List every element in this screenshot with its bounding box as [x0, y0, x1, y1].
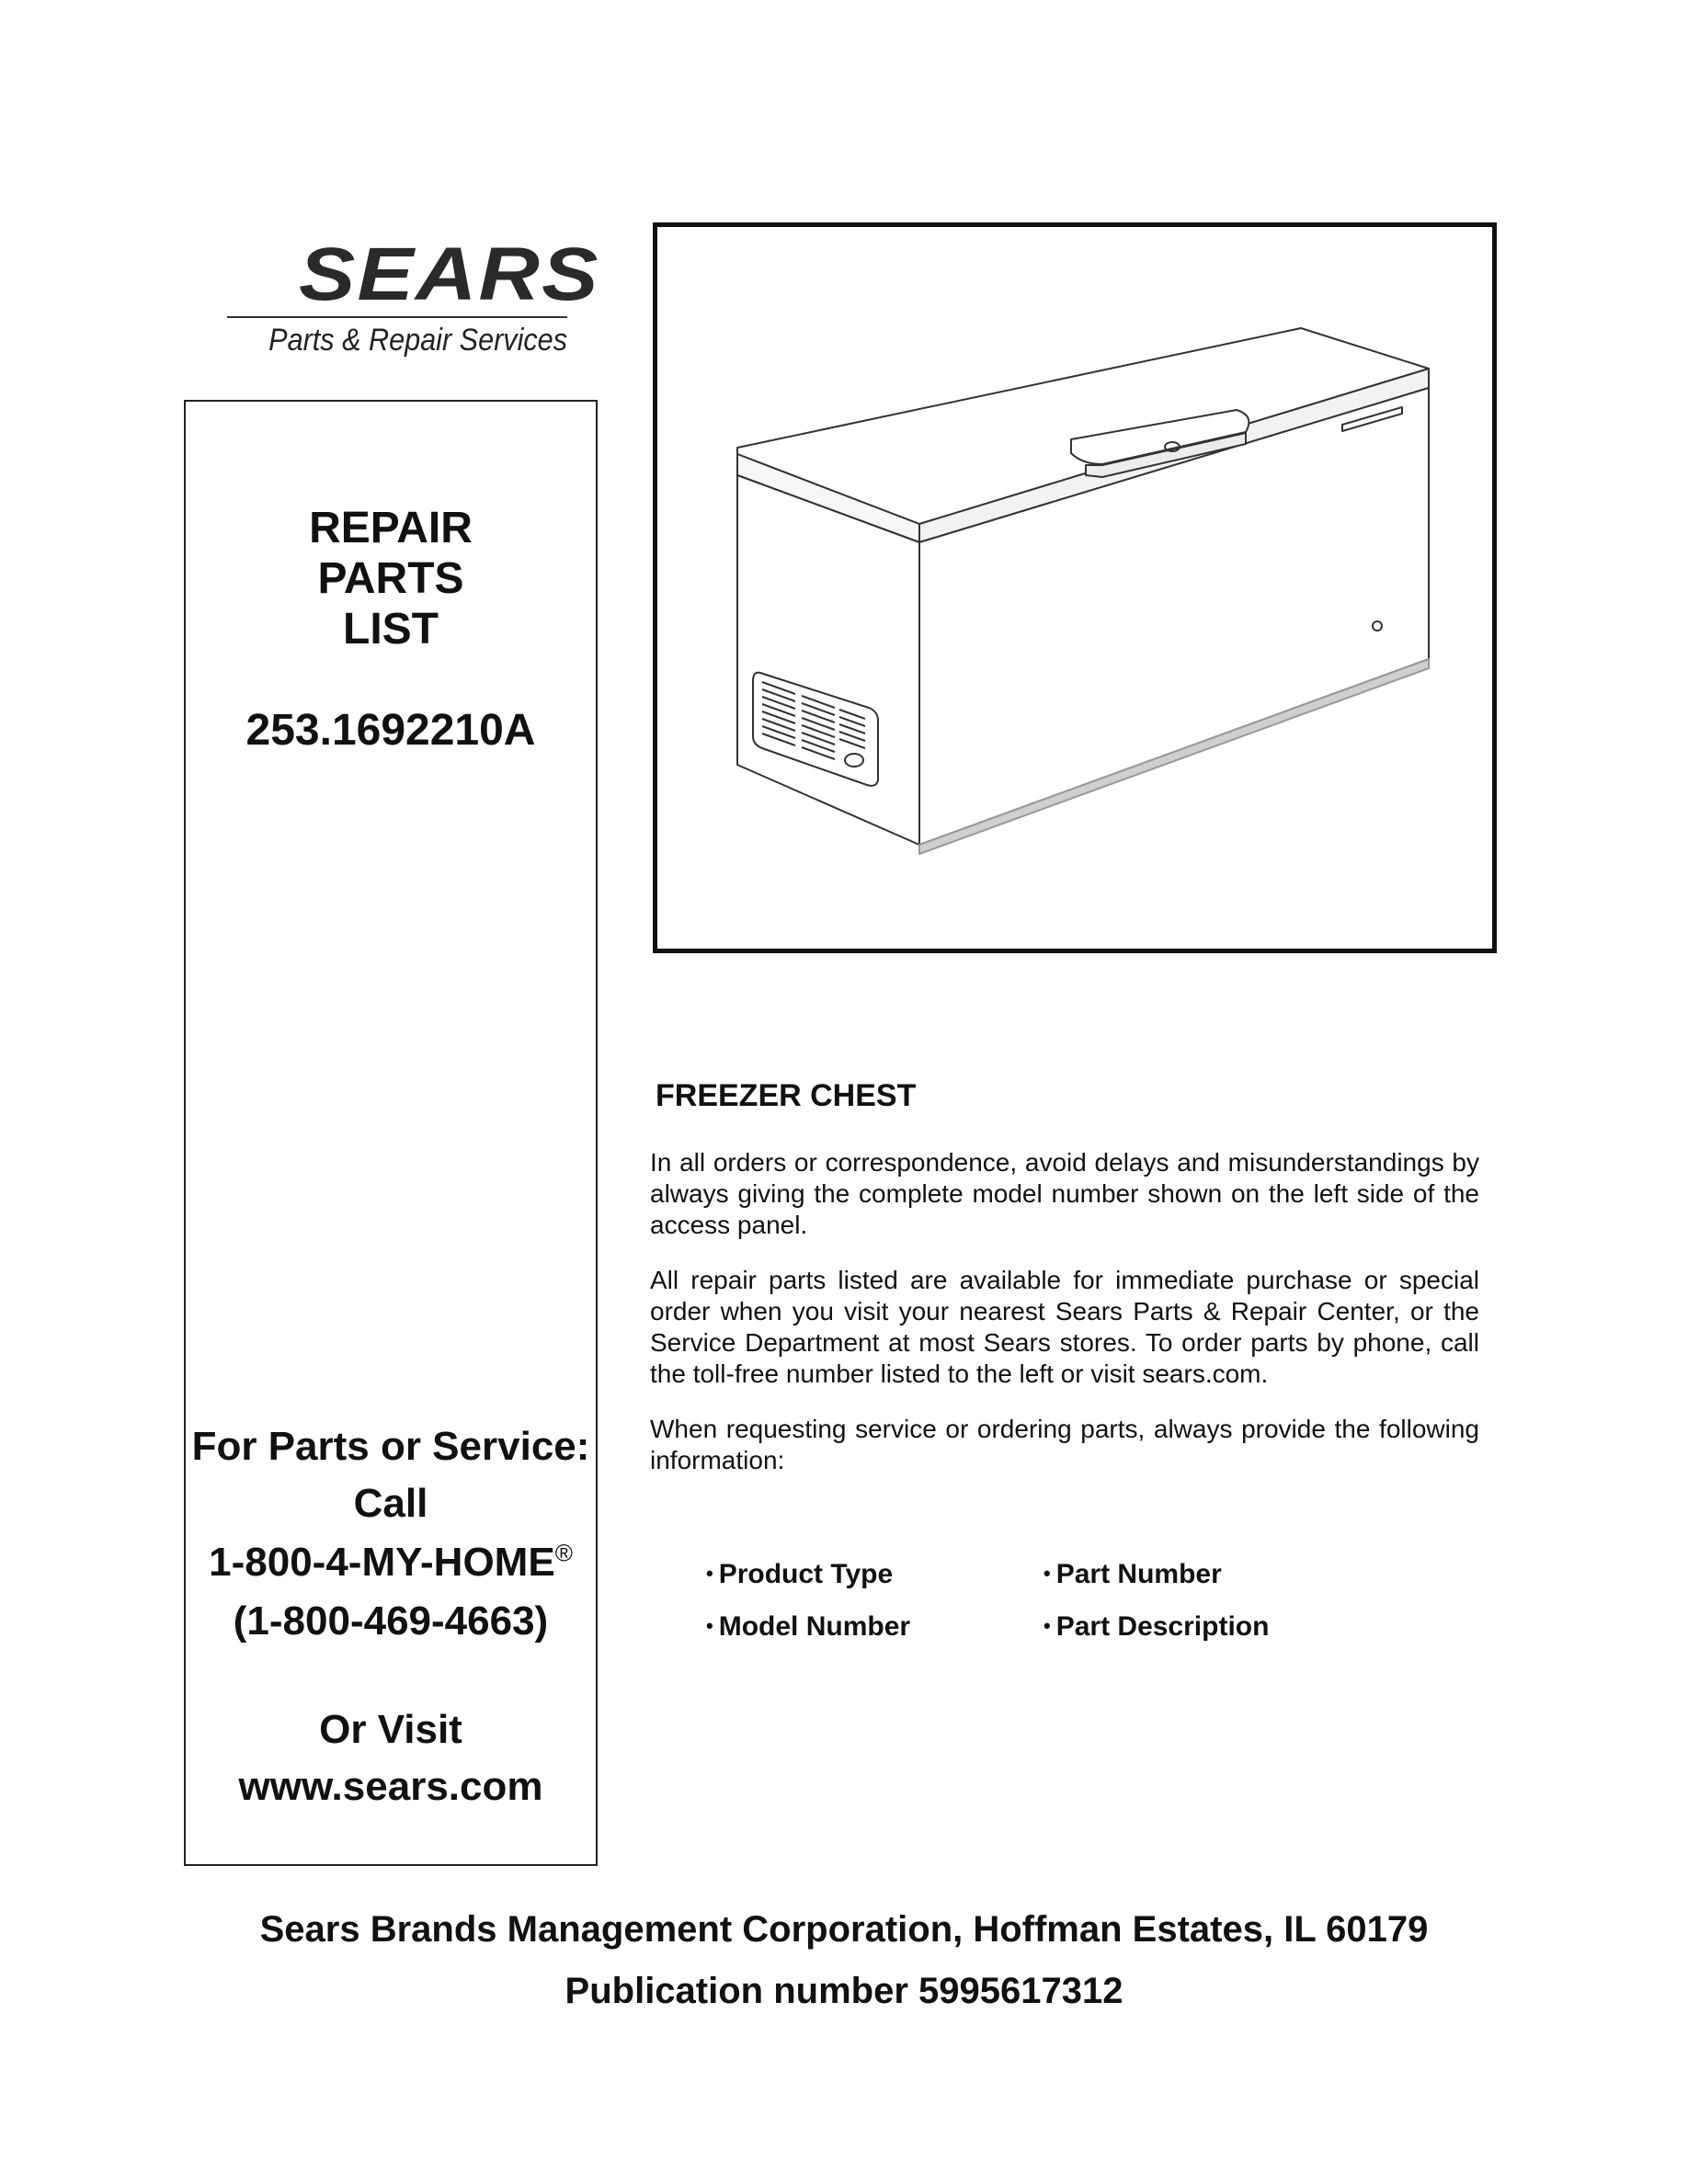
bullet-text: Product Type [718, 1559, 894, 1589]
logo-rule [227, 316, 567, 318]
freezer-chest-illustration [657, 227, 1492, 949]
phone-mnemonic [186, 1540, 596, 1586]
sears-wordmark: SEARS [299, 233, 600, 316]
bullet-glyph: • [706, 1614, 713, 1637]
visit-label: Or Visit [319, 1707, 462, 1752]
bullet-text: Part Description [1055, 1611, 1270, 1642]
call-label: Call [353, 1481, 428, 1526]
product-image-frame [653, 222, 1497, 953]
left-info-panel [184, 400, 598, 1866]
paragraph-model-number: In all orders or correspondence, avoid delays and misunderstandings by always giving the complete model number shown on the left side of the access panel. [650, 1148, 1479, 1239]
product-heading: FREEZER CHEST [656, 1078, 917, 1113]
bullet-product-type [706, 1558, 893, 1593]
paragraph-availability: All repair parts listed are available for immediate purchase or special order when you visit your nearest Sears Parts & Repair Center, or the Service Department at most Sears stores. To order parts by phone, call the toll-free number listed to the left or visit sears.com. [650, 1266, 1479, 1388]
bullet-text: Part Number [1055, 1559, 1222, 1589]
website-link[interactable]: www.sears.com [238, 1764, 543, 1809]
title-line-3: LIST [343, 605, 439, 654]
phone-numeric: (1-800-469-4663) [233, 1598, 549, 1644]
phone-mnemonic-text: 1-800-4-MY-HOME [209, 1540, 555, 1585]
bullet-glyph: • [706, 1562, 713, 1585]
bullet-glyph: • [1044, 1614, 1051, 1637]
bullet-part-number [1044, 1558, 1222, 1593]
title-line-2: PARTS [317, 554, 464, 603]
sears-logo [227, 233, 600, 366]
logo-subtitle: Parts & Repair Services [268, 323, 567, 358]
bullet-model-number [706, 1610, 910, 1645]
bullet-part-description [1044, 1610, 1269, 1645]
model-number: 253.1692210A [245, 706, 536, 755]
bullet-glyph: • [1044, 1562, 1051, 1585]
registered-mark: ® [554, 1539, 573, 1567]
footer-company: Sears Brands Management Corporation, Hoffman Estates, IL 60179 [259, 1909, 1429, 1950]
paragraph-info-request: When requesting service or ordering parts, always provide the following information: [650, 1415, 1479, 1474]
footer-publication: Publication number 5995617312 [565, 1971, 1123, 2011]
service-heading: For Parts or Service: [191, 1424, 590, 1469]
title-line-1: REPAIR [309, 504, 473, 552]
bullet-text: Model Number [718, 1611, 911, 1642]
